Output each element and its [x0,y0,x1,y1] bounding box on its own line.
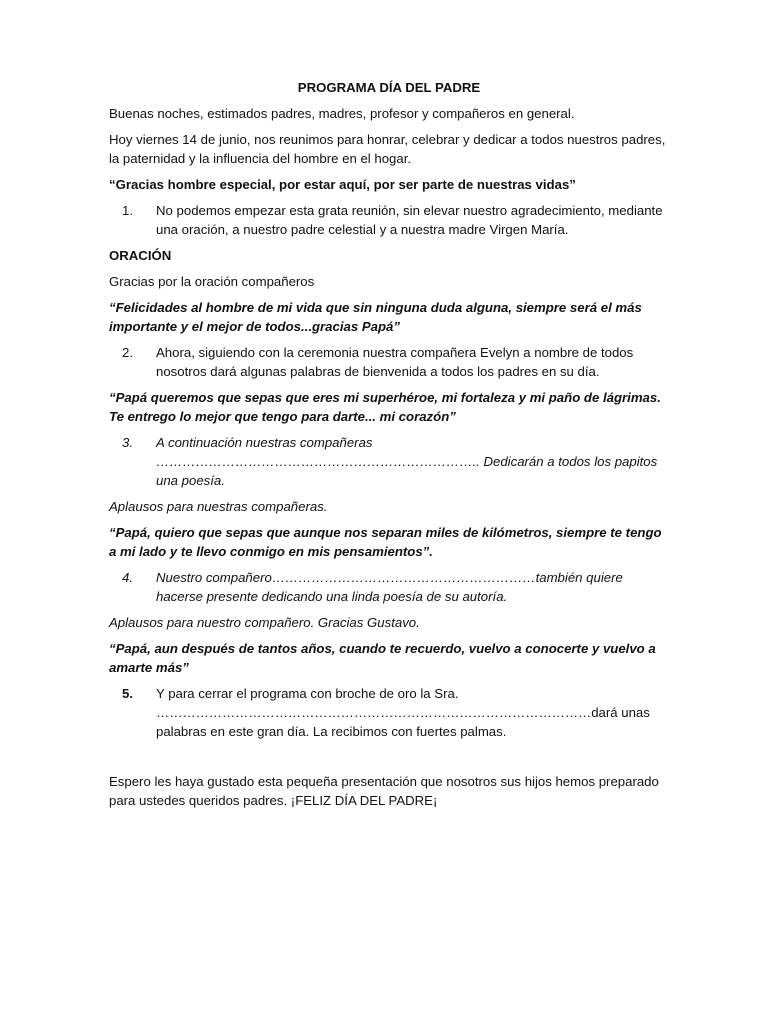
quote-4: “Papá, quiero que sepas que aunque nos separan miles de kilómetros, siempre te tengo a mi lado y te llevo conmigo en mis pensamientos”. [109,525,662,559]
quote-2: “Felicidades al hombre de mi vida que sin ninguna duda alguna, siempre será el más importante y el mejor de todos...gracias Papá” [109,300,642,334]
page-title: PROGRAMA DÍA DEL PADRE [297,80,481,95]
list-text: Nuestro compañero……………………………………………………también quiere hacerse presente dedicando una linda poesía de su autoría. [156,570,623,604]
intro-paragraph: Hoy viernes 14 de junio, nos reunimos para honrar, celebrar y dedicar a todos nuestros padres, la paternidad y la influencia del hombre en el hogar. [109,132,666,166]
list-number: 5. [122,686,133,701]
list-text: No podemos empezar esta grata reunión, sin elevar nuestro agradecimiento, mediante una oración, a nuestro padre celestial y a nuestra madre Virgen María. [156,203,663,237]
thanks-prayer-paragraph: Gracias por la oración compañeros [109,274,315,289]
greeting-paragraph: Buenas noches, estimados padres, madres, profesor y compañeros en general. [109,106,575,121]
quote-3: “Papá queremos que sepas que eres mi superhéroe, mi fortaleza y mi paño de lágrimas. Te entrego lo mejor que tengo para darte... mi corazón” [109,390,661,424]
list-number: 1. [122,203,133,218]
list-item-3 [109,433,669,490]
applause-1: Aplausos para nuestras compañeras. [109,499,328,514]
list-text: Y para cerrar el programa con broche de oro la Sra. ………………………………………………………………………………………dará unas palabras en este gran día. La recibimos con fuertes palmas. [156,686,650,739]
closing-paragraph: Espero les haya gustado esta pequeña presentación que nosotros sus hijos hemos preparado para ustedes queridos padres. ¡FELIZ DÍA DEL PADRE¡ [109,774,659,808]
quote-1: “Gracias hombre especial, por estar aquí, por ser parte de nuestras vidas” [109,177,576,192]
list-number: 4. [122,570,133,585]
spacer [109,748,669,772]
list-item-1 [109,201,669,239]
list-text: Ahora, siguiendo con la ceremonia nuestra compañera Evelyn a nombre de todos nosotros dará algunas palabras de bienvenida a todos los padres en su día. [156,345,634,379]
list-number: 3. [122,435,133,450]
list-number: 2. [122,345,133,360]
list-text: A continuación nuestras compañeras ……………………………………………………………….. Dedicarán a todos los papitos una poesía. [156,435,658,488]
applause-2: Aplausos para nuestro compañero. Gracias Gustavo. [109,615,420,630]
list-item-5 [109,684,669,741]
quote-5: “Papá, aun después de tantos años, cuando te recuerdo, vuelvo a conocerte y vuelvo a amarte más” [109,641,656,675]
list-item-2 [109,343,669,381]
document-body [109,78,669,817]
heading-oracion: ORACIÓN [109,248,172,263]
list-item-4 [109,568,669,606]
